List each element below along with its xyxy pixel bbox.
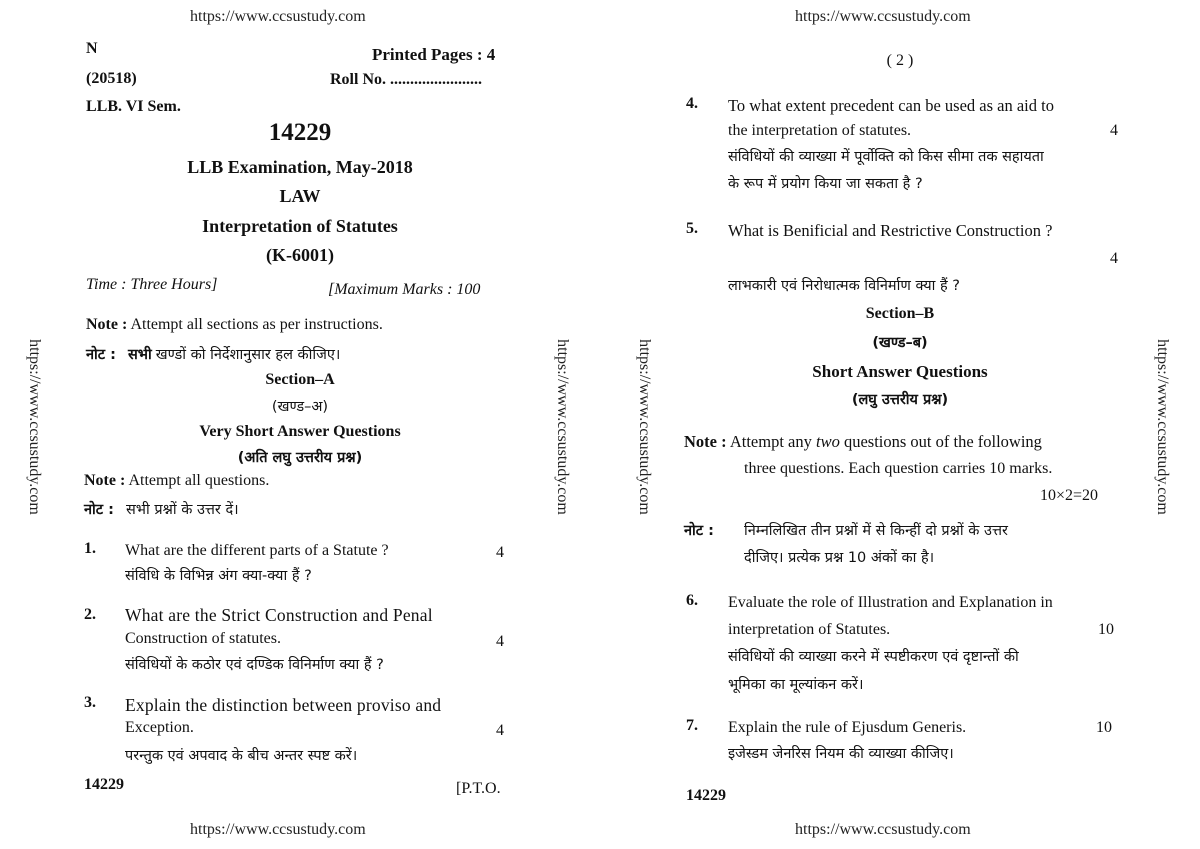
please-turn-over: [P.T.O. bbox=[456, 780, 501, 797]
question-text: To what extent precedent can be used as an aid to bbox=[728, 96, 1054, 115]
note-hindi-bold: सभी bbox=[127, 347, 152, 363]
question-number: 5. bbox=[686, 220, 698, 237]
question-number: 4. bbox=[686, 95, 698, 112]
question-hindi: इजेस्डम जेनरिस नियम की व्याख्या कीजिए। bbox=[728, 746, 954, 762]
question-hindi: संविधियों की व्याख्या में पूर्वोक्ति को किस सीमा तक सहायता bbox=[728, 149, 1044, 165]
question-number: 7. bbox=[686, 717, 698, 734]
note-hindi-label: नोट : bbox=[684, 523, 714, 539]
time-allowed: Time : Three Hours] bbox=[86, 276, 218, 293]
question-text-cont: Construction of statutes. bbox=[125, 630, 281, 647]
note-hindi-line2: दीजिए। प्रत्येक प्रश्न 10 अंकों का है। bbox=[744, 550, 935, 566]
course-code: (K-6001) bbox=[266, 245, 334, 265]
note-text: Attempt all sections as per instructions. bbox=[130, 316, 383, 333]
paper-number: 14229 bbox=[268, 119, 332, 146]
bottom-watermark: https://www.ccsustudy.com bbox=[795, 821, 971, 838]
very-short-answer-hindi: (अति लघु उत्तरीय प्रश्न) bbox=[237, 450, 363, 466]
question-hindi: संविधियों के कठोर एवं दण्डिक विनिर्माण क्या हैं ? bbox=[125, 657, 384, 673]
question-text: What are the different parts of a Statute ? bbox=[125, 542, 389, 559]
note-hindi-text: खण्डों को निर्देशानुसार हल कीजिए। bbox=[155, 347, 341, 363]
section-a-heading: Section–A bbox=[265, 371, 335, 388]
roll-number-field: Roll No. ....................... bbox=[330, 71, 482, 88]
note-hindi bbox=[86, 344, 340, 364]
question-marks: 4 bbox=[496, 633, 504, 650]
question-marks: 10 bbox=[1098, 621, 1114, 638]
note2-english bbox=[84, 472, 269, 490]
question-marks: 4 bbox=[496, 544, 504, 561]
question-hindi-cont: भूमिका का मूल्यांकन करें। bbox=[728, 677, 864, 693]
note2-hindi bbox=[84, 499, 239, 519]
exam-name: LLB Examination, May-2018 bbox=[187, 157, 413, 177]
top-watermark: https://www.ccsustudy.com bbox=[190, 8, 366, 25]
question-marks: 4 bbox=[496, 722, 504, 739]
question-number: 1. bbox=[84, 540, 96, 557]
question-hindi-cont: के रूप में प्रयोग किया जा सकता है ? bbox=[728, 176, 923, 192]
question-text: What are the Strict Construction and Penal bbox=[125, 605, 433, 625]
note-hindi-line1: निम्नलिखित तीन प्रश्नों में से किन्हीं दो प्रश्नों के उत्तर bbox=[744, 523, 1008, 539]
bottom-watermark: https://www.ccsustudy.com bbox=[190, 821, 366, 838]
side-watermark-left-inner: https://www.ccsustudy.com bbox=[554, 339, 571, 515]
section-b-hindi: (खण्ड–ब) bbox=[872, 335, 928, 351]
note-text-line2: three questions. Each question carries 10 marks. bbox=[744, 460, 1053, 477]
note-hindi-label: नोट : bbox=[86, 347, 116, 363]
question-number: 6. bbox=[686, 592, 698, 609]
short-answer-hindi: (लघु उत्तरीय प्रश्न) bbox=[851, 392, 949, 408]
question-number: 3. bbox=[84, 694, 96, 711]
paper-title: Interpretation of Statutes bbox=[202, 216, 398, 236]
footer-paper-number: 14229 bbox=[84, 776, 124, 793]
note-marks-formula: 10×2=20 bbox=[1040, 487, 1099, 504]
question-marks: 4 bbox=[1110, 250, 1118, 267]
footer-paper-number: 14229 bbox=[686, 787, 726, 804]
subject: LAW bbox=[279, 186, 321, 206]
note-english bbox=[86, 316, 383, 334]
very-short-answer-heading: Very Short Answer Questions bbox=[199, 423, 401, 440]
section-a-hindi: (खण्ड–अ) bbox=[271, 399, 329, 415]
question-text-cont: the interpretation of statutes. bbox=[728, 122, 912, 139]
paper-code-number: (20518) bbox=[86, 70, 137, 87]
side-watermark-left: https://www.ccsustudy.com bbox=[26, 339, 43, 515]
semester: LLB. VI Sem. bbox=[86, 98, 181, 115]
question-hindi: संविधियों की व्याख्या करने में स्पष्टीकरण एवं दृष्टान्तों की bbox=[728, 649, 1019, 665]
question-hindi: परन्तुक एवं अपवाद के बीच अन्तर स्पष्ट करें। bbox=[125, 748, 358, 764]
note-label: Note : bbox=[86, 316, 128, 333]
note-text-b: questions out of the following bbox=[843, 432, 1042, 451]
note-text-a: Attempt any bbox=[729, 432, 812, 451]
top-watermark: https://www.ccsustudy.com bbox=[795, 8, 971, 25]
section-b-heading: Section–B bbox=[865, 305, 935, 322]
question-marks: 10 bbox=[1096, 719, 1112, 736]
question-hindi: लाभकारी एवं निरोधात्मक विनिर्माण क्या हैं ? bbox=[728, 278, 960, 294]
short-answer-heading: Short Answer Questions bbox=[812, 362, 988, 381]
printed-pages: Printed Pages : 4 bbox=[372, 45, 496, 64]
page-2 bbox=[600, 0, 1200, 849]
question-text: Evaluate the role of Illustration and Explanation in bbox=[728, 594, 1053, 611]
side-watermark-right-inner: https://www.ccsustudy.com bbox=[636, 339, 653, 515]
maximum-marks: [Maximum Marks : 100 bbox=[328, 281, 481, 298]
note2-hindi-text: सभी प्रश्नों के उत्तर दें। bbox=[125, 502, 239, 518]
note-text-emphasis: two bbox=[815, 432, 840, 451]
note2-text: Attempt all questions. bbox=[128, 472, 270, 489]
question-number: 2. bbox=[84, 606, 96, 623]
question-text: What is Benificial and Restrictive Construction ? bbox=[728, 221, 1053, 240]
question-text-cont: interpretation of Statutes. bbox=[728, 621, 891, 638]
note-label: Note : bbox=[684, 432, 727, 451]
page-number: ( 2 ) bbox=[886, 52, 914, 69]
note2-hindi-label: नोट : bbox=[84, 502, 114, 518]
note-english bbox=[684, 432, 1042, 452]
question-marks: 4 bbox=[1110, 122, 1118, 139]
series-code: N bbox=[86, 40, 98, 57]
question-text: Explain the rule of Ejusdum Generis. bbox=[728, 719, 967, 736]
question-hindi: संविधि के विभिन्न अंग क्या-क्या हैं ? bbox=[125, 568, 312, 584]
side-watermark-right: https://www.ccsustudy.com bbox=[1154, 339, 1171, 515]
note2-label: Note : bbox=[84, 472, 126, 489]
question-text-cont: Exception. bbox=[125, 719, 194, 736]
question-text: Explain the distinction between proviso and bbox=[125, 695, 442, 715]
